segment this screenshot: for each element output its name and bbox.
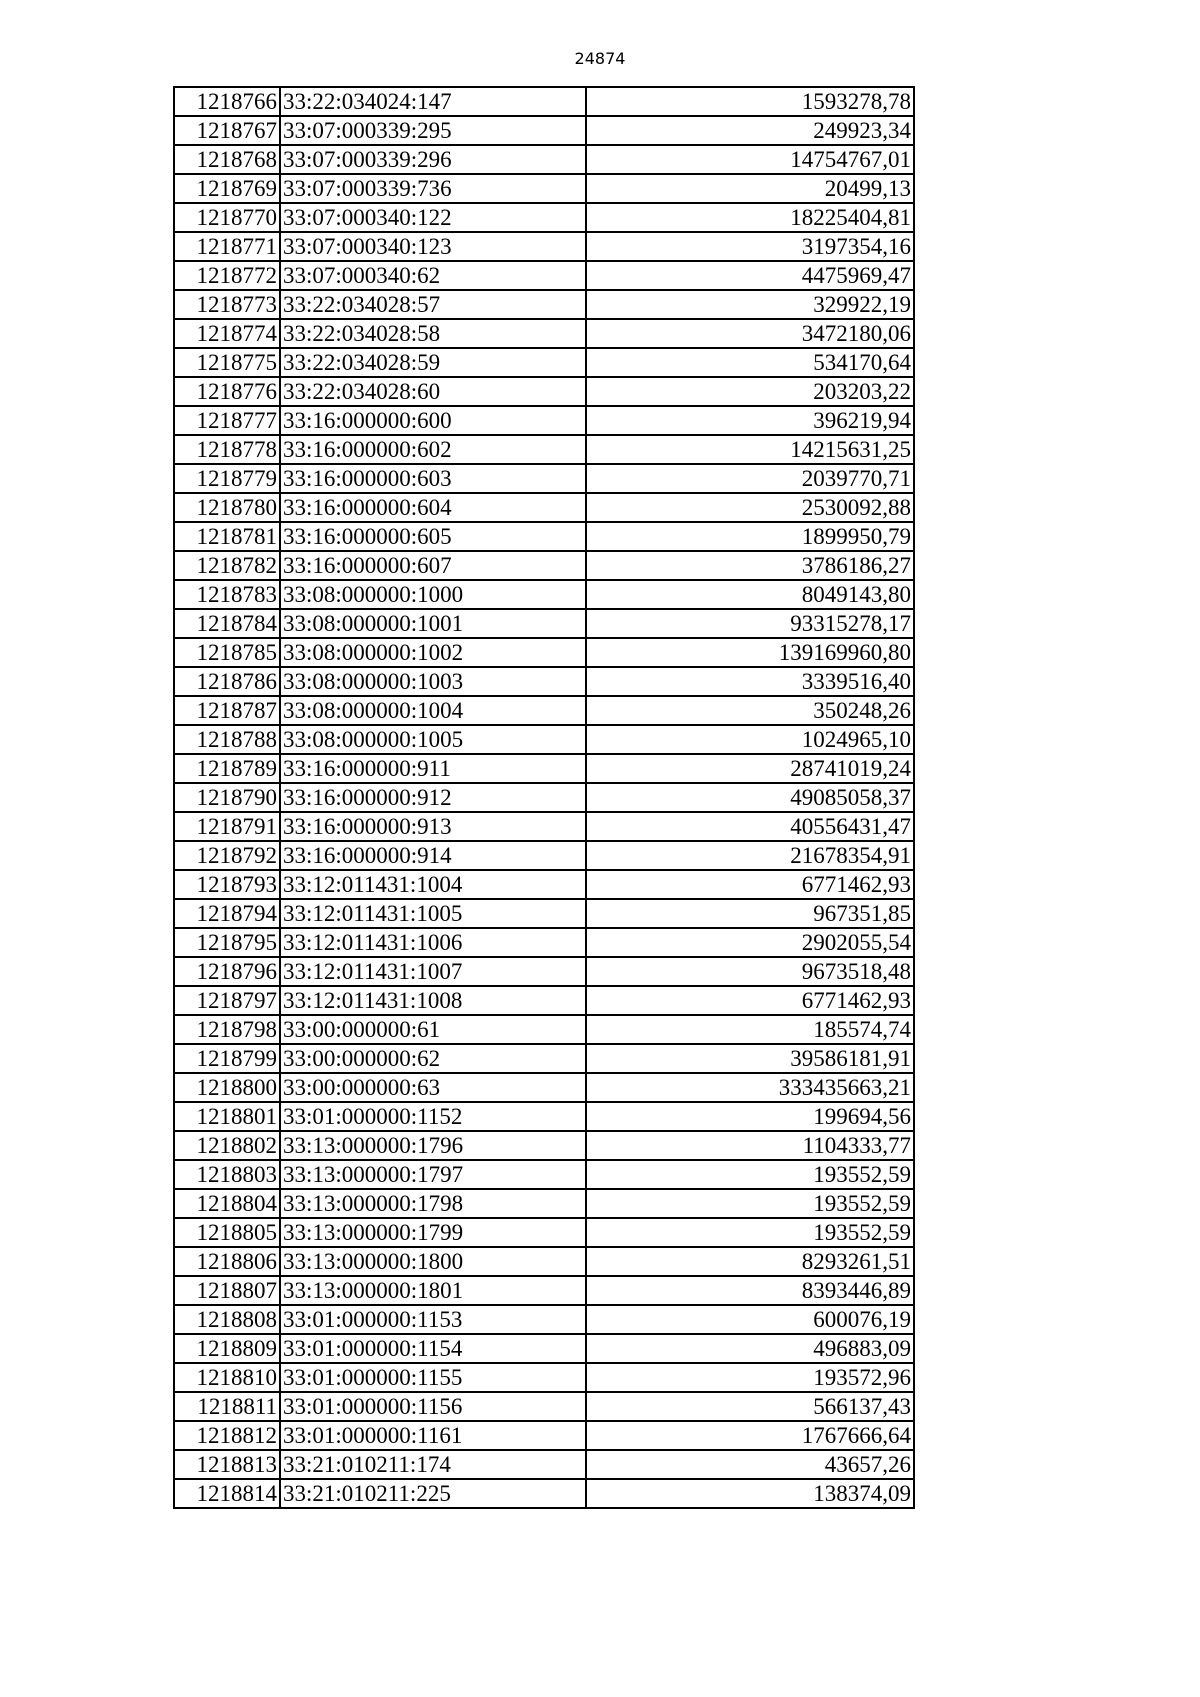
table-row bbox=[174, 1160, 914, 1189]
table-row bbox=[174, 551, 914, 580]
table-row bbox=[174, 493, 914, 522]
table-row bbox=[174, 870, 914, 899]
value-cell: 249923,34 bbox=[586, 116, 914, 145]
record-id-cell: 1218798 bbox=[174, 1015, 280, 1044]
record-id-cell: 1218777 bbox=[174, 406, 280, 435]
value-cell: 8049143,80 bbox=[586, 580, 914, 609]
record-id-cell: 1218789 bbox=[174, 754, 280, 783]
record-id-cell: 1218799 bbox=[174, 1044, 280, 1073]
value-cell: 93315278,17 bbox=[586, 609, 914, 638]
record-id-cell: 1218803 bbox=[174, 1160, 280, 1189]
value-cell: 3339516,40 bbox=[586, 667, 914, 696]
value-cell: 1767666,64 bbox=[586, 1421, 914, 1450]
value-cell: 139169960,80 bbox=[586, 638, 914, 667]
value-cell: 6771462,93 bbox=[586, 870, 914, 899]
table-row bbox=[174, 145, 914, 174]
value-cell: 6771462,93 bbox=[586, 986, 914, 1015]
value-cell: 4475969,47 bbox=[586, 261, 914, 290]
record-id-cell: 1218773 bbox=[174, 290, 280, 319]
record-id-cell: 1218806 bbox=[174, 1247, 280, 1276]
record-id-cell: 1218793 bbox=[174, 870, 280, 899]
cadastral-number-cell: 33:16:000000:600 bbox=[280, 406, 586, 435]
cadastral-number-cell: 33:16:000000:911 bbox=[280, 754, 586, 783]
record-id-cell: 1218802 bbox=[174, 1131, 280, 1160]
value-cell: 8393446,89 bbox=[586, 1276, 914, 1305]
table-row bbox=[174, 1450, 914, 1479]
table-row bbox=[174, 1044, 914, 1073]
record-id-cell: 1218812 bbox=[174, 1421, 280, 1450]
cadastral-number-cell: 33:07:000340:122 bbox=[280, 203, 586, 232]
record-id-cell: 1218811 bbox=[174, 1392, 280, 1421]
cadastral-number-cell: 33:08:000000:1004 bbox=[280, 696, 586, 725]
table-row bbox=[174, 1189, 914, 1218]
table-row bbox=[174, 1334, 914, 1363]
cadastral-number-cell: 33:01:000000:1154 bbox=[280, 1334, 586, 1363]
cadastral-number-cell: 33:08:000000:1002 bbox=[280, 638, 586, 667]
cadastral-number-cell: 33:12:011431:1004 bbox=[280, 870, 586, 899]
cadastral-number-cell: 33:16:000000:912 bbox=[280, 783, 586, 812]
table-row bbox=[174, 1131, 914, 1160]
cadastral-number-cell: 33:07:000340:62 bbox=[280, 261, 586, 290]
cadastral-number-cell: 33:12:011431:1006 bbox=[280, 928, 586, 957]
table-row bbox=[174, 783, 914, 812]
cadastral-number-cell: 33:16:000000:607 bbox=[280, 551, 586, 580]
value-cell: 18225404,81 bbox=[586, 203, 914, 232]
record-id-cell: 1218782 bbox=[174, 551, 280, 580]
value-cell: 193552,59 bbox=[586, 1218, 914, 1247]
table-row bbox=[174, 348, 914, 377]
table-row bbox=[174, 725, 914, 754]
cadastral-number-cell: 33:13:000000:1797 bbox=[280, 1160, 586, 1189]
record-id-cell: 1218808 bbox=[174, 1305, 280, 1334]
cadastral-number-cell: 33:16:000000:605 bbox=[280, 522, 586, 551]
table-row bbox=[174, 1479, 914, 1508]
value-cell: 9673518,48 bbox=[586, 957, 914, 986]
value-cell: 14215631,25 bbox=[586, 435, 914, 464]
registry-table-body bbox=[174, 87, 914, 1508]
value-cell: 138374,09 bbox=[586, 1479, 914, 1508]
record-id-cell: 1218788 bbox=[174, 725, 280, 754]
table-row bbox=[174, 812, 914, 841]
value-cell: 1899950,79 bbox=[586, 522, 914, 551]
record-id-cell: 1218791 bbox=[174, 812, 280, 841]
table-row bbox=[174, 435, 914, 464]
value-cell: 496883,09 bbox=[586, 1334, 914, 1363]
record-id-cell: 1218781 bbox=[174, 522, 280, 551]
cadastral-number-cell: 33:22:034028:59 bbox=[280, 348, 586, 377]
table-row bbox=[174, 290, 914, 319]
table-row bbox=[174, 609, 914, 638]
record-id-cell: 1218783 bbox=[174, 580, 280, 609]
record-id-cell: 1218797 bbox=[174, 986, 280, 1015]
table-row bbox=[174, 580, 914, 609]
cadastral-number-cell: 33:22:034028:57 bbox=[280, 290, 586, 319]
table-row bbox=[174, 667, 914, 696]
value-cell: 8293261,51 bbox=[586, 1247, 914, 1276]
cadastral-number-cell: 33:16:000000:602 bbox=[280, 435, 586, 464]
value-cell: 333435663,21 bbox=[586, 1073, 914, 1102]
table-row bbox=[174, 1276, 914, 1305]
record-id-cell: 1218787 bbox=[174, 696, 280, 725]
cadastral-number-cell: 33:12:011431:1005 bbox=[280, 899, 586, 928]
record-id-cell: 1218774 bbox=[174, 319, 280, 348]
cadastral-number-cell: 33:16:000000:913 bbox=[280, 812, 586, 841]
value-cell: 21678354,91 bbox=[586, 841, 914, 870]
record-id-cell: 1218768 bbox=[174, 145, 280, 174]
record-id-cell: 1218778 bbox=[174, 435, 280, 464]
cadastral-number-cell: 33:12:011431:1008 bbox=[280, 986, 586, 1015]
cadastral-number-cell: 33:22:034028:60 bbox=[280, 377, 586, 406]
record-id-cell: 1218772 bbox=[174, 261, 280, 290]
value-cell: 329922,19 bbox=[586, 290, 914, 319]
value-cell: 3472180,06 bbox=[586, 319, 914, 348]
cadastral-number-cell: 33:13:000000:1798 bbox=[280, 1189, 586, 1218]
cadastral-number-cell: 33:16:000000:914 bbox=[280, 841, 586, 870]
registry-table bbox=[173, 86, 915, 1509]
table-row bbox=[174, 957, 914, 986]
table-row bbox=[174, 319, 914, 348]
record-id-cell: 1218814 bbox=[174, 1479, 280, 1508]
value-cell: 39586181,91 bbox=[586, 1044, 914, 1073]
cadastral-number-cell: 33:01:000000:1152 bbox=[280, 1102, 586, 1131]
cadastral-number-cell: 33:22:034028:58 bbox=[280, 319, 586, 348]
value-cell: 3197354,16 bbox=[586, 232, 914, 261]
value-cell: 185574,74 bbox=[586, 1015, 914, 1044]
value-cell: 1024965,10 bbox=[586, 725, 914, 754]
cadastral-number-cell: 33:00:000000:63 bbox=[280, 1073, 586, 1102]
value-cell: 600076,19 bbox=[586, 1305, 914, 1334]
value-cell: 28741019,24 bbox=[586, 754, 914, 783]
record-id-cell: 1218796 bbox=[174, 957, 280, 986]
record-id-cell: 1218804 bbox=[174, 1189, 280, 1218]
record-id-cell: 1218790 bbox=[174, 783, 280, 812]
value-cell: 40556431,47 bbox=[586, 812, 914, 841]
record-id-cell: 1218785 bbox=[174, 638, 280, 667]
cadastral-number-cell: 33:13:000000:1796 bbox=[280, 1131, 586, 1160]
cadastral-number-cell: 33:08:000000:1003 bbox=[280, 667, 586, 696]
cadastral-number-cell: 33:22:034024:147 bbox=[280, 87, 586, 116]
record-id-cell: 1218800 bbox=[174, 1073, 280, 1102]
record-id-cell: 1218769 bbox=[174, 174, 280, 203]
record-id-cell: 1218775 bbox=[174, 348, 280, 377]
table-row bbox=[174, 116, 914, 145]
value-cell: 49085058,37 bbox=[586, 783, 914, 812]
table-row bbox=[174, 174, 914, 203]
record-id-cell: 1218776 bbox=[174, 377, 280, 406]
table-row bbox=[174, 232, 914, 261]
value-cell: 203203,22 bbox=[586, 377, 914, 406]
cadastral-number-cell: 33:01:000000:1155 bbox=[280, 1363, 586, 1392]
value-cell: 14754767,01 bbox=[586, 145, 914, 174]
table-row bbox=[174, 986, 914, 1015]
cadastral-number-cell: 33:07:000339:736 bbox=[280, 174, 586, 203]
cadastral-number-cell: 33:21:010211:225 bbox=[280, 1479, 586, 1508]
record-id-cell: 1218767 bbox=[174, 116, 280, 145]
record-id-cell: 1218810 bbox=[174, 1363, 280, 1392]
value-cell: 193552,59 bbox=[586, 1189, 914, 1218]
record-id-cell: 1218784 bbox=[174, 609, 280, 638]
table-row bbox=[174, 696, 914, 725]
table-row bbox=[174, 1218, 914, 1247]
cadastral-number-cell: 33:00:000000:61 bbox=[280, 1015, 586, 1044]
table-row bbox=[174, 203, 914, 232]
record-id-cell: 1218805 bbox=[174, 1218, 280, 1247]
cadastral-number-cell: 33:08:000000:1001 bbox=[280, 609, 586, 638]
table-row bbox=[174, 1102, 914, 1131]
cadastral-number-cell: 33:00:000000:62 bbox=[280, 1044, 586, 1073]
table-row bbox=[174, 928, 914, 957]
value-cell: 1593278,78 bbox=[586, 87, 914, 116]
cadastral-number-cell: 33:13:000000:1799 bbox=[280, 1218, 586, 1247]
cadastral-number-cell: 33:12:011431:1007 bbox=[280, 957, 586, 986]
record-id-cell: 1218779 bbox=[174, 464, 280, 493]
table-row bbox=[174, 1363, 914, 1392]
record-id-cell: 1218771 bbox=[174, 232, 280, 261]
value-cell: 2530092,88 bbox=[586, 493, 914, 522]
record-id-cell: 1218813 bbox=[174, 1450, 280, 1479]
record-id-cell: 1218770 bbox=[174, 203, 280, 232]
value-cell: 1104333,77 bbox=[586, 1131, 914, 1160]
cadastral-number-cell: 33:13:000000:1800 bbox=[280, 1247, 586, 1276]
record-id-cell: 1218766 bbox=[174, 87, 280, 116]
cadastral-number-cell: 33:16:000000:604 bbox=[280, 493, 586, 522]
record-id-cell: 1218786 bbox=[174, 667, 280, 696]
record-id-cell: 1218792 bbox=[174, 841, 280, 870]
value-cell: 43657,26 bbox=[586, 1450, 914, 1479]
value-cell: 566137,43 bbox=[586, 1392, 914, 1421]
cadastral-number-cell: 33:01:000000:1156 bbox=[280, 1392, 586, 1421]
value-cell: 2902055,54 bbox=[586, 928, 914, 957]
table-row bbox=[174, 1247, 914, 1276]
value-cell: 534170,64 bbox=[586, 348, 914, 377]
page-number: 24874 bbox=[574, 49, 626, 68]
table-row bbox=[174, 899, 914, 928]
cadastral-number-cell: 33:16:000000:603 bbox=[280, 464, 586, 493]
cadastral-number-cell: 33:01:000000:1161 bbox=[280, 1421, 586, 1450]
table-row bbox=[174, 87, 914, 116]
cadastral-number-cell: 33:01:000000:1153 bbox=[280, 1305, 586, 1334]
table-row bbox=[174, 1305, 914, 1334]
value-cell: 193572,96 bbox=[586, 1363, 914, 1392]
record-id-cell: 1218795 bbox=[174, 928, 280, 957]
table-row bbox=[174, 522, 914, 551]
table-row bbox=[174, 464, 914, 493]
value-cell: 199694,56 bbox=[586, 1102, 914, 1131]
cadastral-number-cell: 33:21:010211:174 bbox=[280, 1450, 586, 1479]
value-cell: 967351,85 bbox=[586, 899, 914, 928]
record-id-cell: 1218794 bbox=[174, 899, 280, 928]
value-cell: 2039770,71 bbox=[586, 464, 914, 493]
value-cell: 350248,26 bbox=[586, 696, 914, 725]
table-row bbox=[174, 1015, 914, 1044]
cadastral-number-cell: 33:08:000000:1000 bbox=[280, 580, 586, 609]
cadastral-number-cell: 33:07:000340:123 bbox=[280, 232, 586, 261]
table-row bbox=[174, 638, 914, 667]
cadastral-number-cell: 33:08:000000:1005 bbox=[280, 725, 586, 754]
table-row bbox=[174, 1073, 914, 1102]
value-cell: 20499,13 bbox=[586, 174, 914, 203]
table-row bbox=[174, 406, 914, 435]
cadastral-number-cell: 33:13:000000:1801 bbox=[280, 1276, 586, 1305]
value-cell: 396219,94 bbox=[586, 406, 914, 435]
table-row bbox=[174, 1392, 914, 1421]
cadastral-number-cell: 33:07:000339:296 bbox=[280, 145, 586, 174]
table-row bbox=[174, 1421, 914, 1450]
record-id-cell: 1218801 bbox=[174, 1102, 280, 1131]
value-cell: 3786186,27 bbox=[586, 551, 914, 580]
value-cell: 193552,59 bbox=[586, 1160, 914, 1189]
record-id-cell: 1218780 bbox=[174, 493, 280, 522]
table-row bbox=[174, 841, 914, 870]
record-id-cell: 1218809 bbox=[174, 1334, 280, 1363]
table-row bbox=[174, 377, 914, 406]
table-row bbox=[174, 261, 914, 290]
table-row bbox=[174, 754, 914, 783]
record-id-cell: 1218807 bbox=[174, 1276, 280, 1305]
cadastral-number-cell: 33:07:000339:295 bbox=[280, 116, 586, 145]
